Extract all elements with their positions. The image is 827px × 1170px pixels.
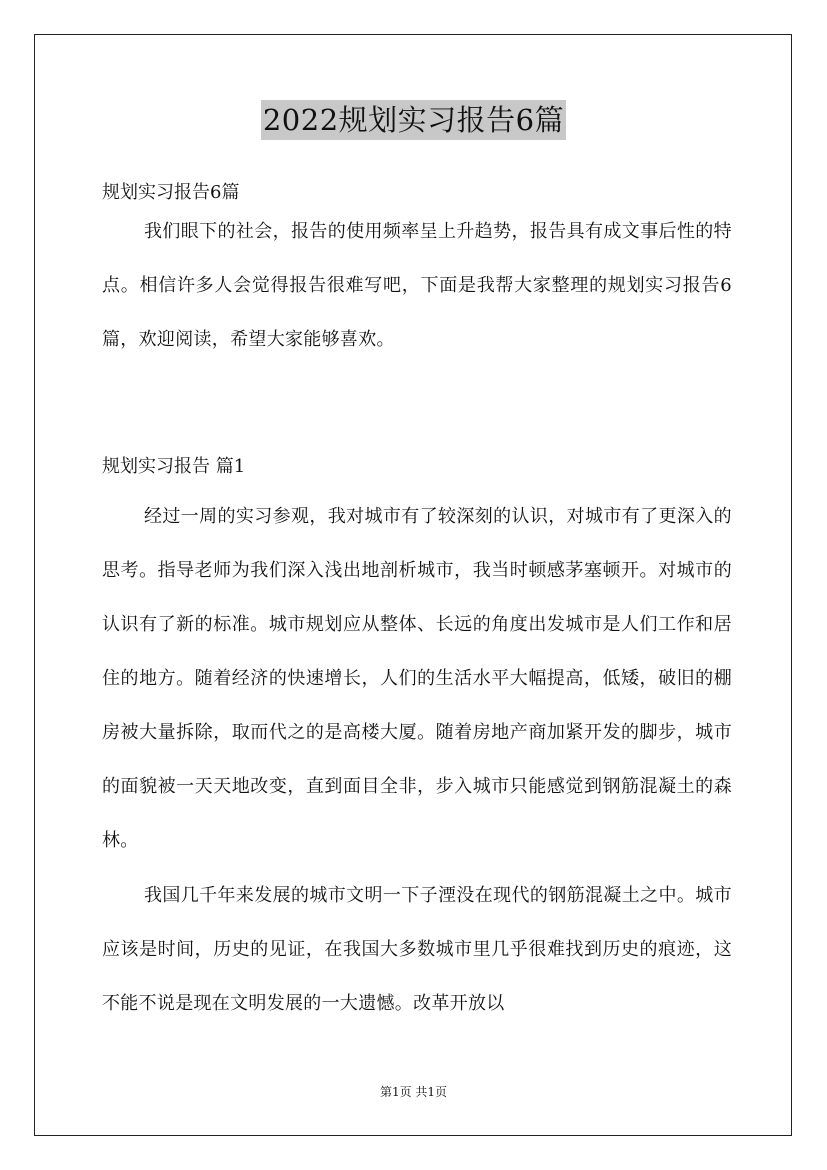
- section-heading: 规划实习报告 篇1: [102, 456, 246, 477]
- document-subtitle: 规划实习报告6篇: [102, 182, 240, 203]
- document-title: 2022规划实习报告6篇: [261, 100, 566, 140]
- body-paragraph-2: 我国几千年来发展的城市文明一下子湮没在现代的钢筋混凝土之中。城市应该是时间，历史的见证，在我国大多数城市里几乎很难找到历史的痕迹，这不能不说是现在文明发展的一大遗憾。改革开放以: [102, 885, 732, 1014]
- intro-paragraph: 我们眼下的社会，报告的使用频率呈上升趋势，报告具有成文事后性的特点。相信许多人会觉得报告很难写吧，下面是我帮大家整理的规划实习报告6篇，欢迎阅读，希望大家能够喜欢。: [102, 221, 732, 350]
- page-footer: 第1页 共1页: [379, 1085, 448, 1099]
- title-container: [0, 100, 827, 140]
- body-paragraph-1: 经过一周的实习参观，我对城市有了较深刻的认识，对城市有了更深入的思考。指导老师为我们深入浅出地剖析城市，我当时顿感茅塞顿开。对城市的认识有了新的标准。城市规划应从整体、长远的角度出发城市是人们工作和居住的地方。随着经济的快速增长，人们的生活水平大幅提高，低矮，破旧的棚房被大量拆除，取而代之的是高楼大厦。随着房地产商加紧开发的脚步，城市的面貌被一天天地改变，直到面目全非，步入城市只能感觉到钢筋混凝土的森林。: [102, 506, 732, 851]
